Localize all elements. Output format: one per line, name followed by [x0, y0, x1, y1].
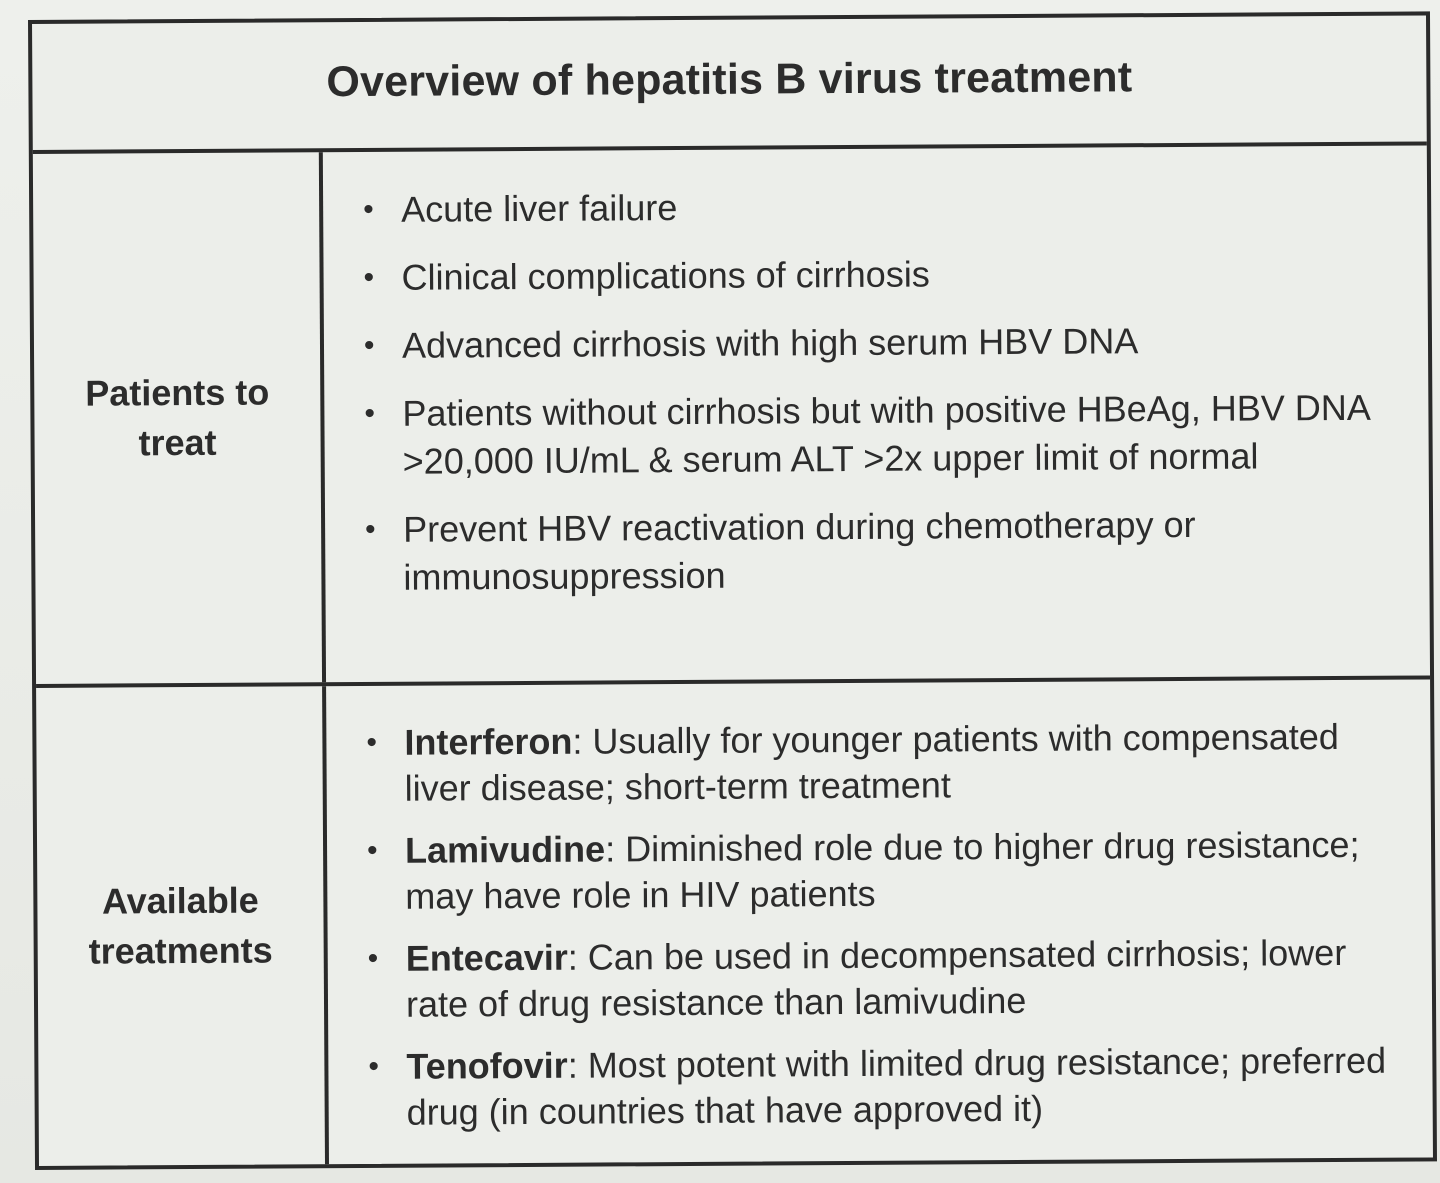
list-item [358, 316, 1398, 370]
available-treatments-label [36, 686, 329, 1166]
list-item [357, 248, 1397, 302]
bullet-icon: • [364, 396, 376, 430]
list-item [359, 500, 1400, 602]
patients-item-text: Acute liver failure [401, 187, 678, 230]
patients-item-text: Patients without cirrhosis but with positive HBeAg, HBV DNA >20,000 IU/mL & serum ALT >2x upper limit of normal [402, 386, 1369, 482]
drug-name: Interferon [404, 720, 573, 763]
bullet-icon: • [363, 328, 375, 362]
patients-item-text: Prevent HBV reactivation during chemotherapy or immunosuppression [402, 503, 1196, 598]
bullet-icon: • [363, 260, 375, 294]
drug-description: : Can be used in decompensated cirrhosis; lower rate of drug resistance than lamivudine [405, 931, 1347, 1025]
patients-to-treat-content [323, 145, 1430, 682]
list-item [357, 180, 1397, 234]
bullet-icon: • [366, 833, 378, 867]
drug-name: Entecavir [405, 936, 568, 979]
drug-description: : Usually for younger patients with compensated liver disease; short-term treatment [404, 716, 1339, 809]
patients-to-treat-row [33, 145, 1430, 688]
bullet-icon: • [366, 725, 378, 759]
drug-name: Lamivudine [404, 828, 606, 871]
available-treatments-row [36, 679, 1433, 1166]
bullet-icon: • [365, 512, 376, 546]
bullet-icon: • [367, 941, 379, 975]
drug-description: : Diminished role due to higher drug resistance; may have role in HIV patients [405, 823, 1360, 917]
available-treatments-content [326, 679, 1433, 1164]
patients-item-text: Clinical complications of cirrhosis [401, 253, 930, 298]
patients-list [357, 180, 1400, 602]
treatments-label-line1: Available [101, 879, 259, 922]
list-item [358, 384, 1399, 486]
patients-to-treat-label [33, 152, 326, 684]
treatments-list [360, 714, 1403, 1136]
bullet-icon: • [368, 1049, 380, 1083]
patients-label-line2: treat [138, 421, 217, 464]
treatment-overview-table [28, 11, 1437, 1170]
drug-name: Tenofovir [406, 1044, 568, 1087]
table-title: Overview of hepatitis B virus treatment [326, 52, 1133, 106]
list-item [361, 822, 1402, 920]
list-item [362, 1038, 1403, 1136]
patients-item-text: Advanced cirrhosis with high serum HBV DNA [401, 320, 1139, 366]
list-item [360, 714, 1401, 812]
patients-label-line1: Patients to [85, 371, 270, 414]
bullet-icon: • [363, 192, 374, 226]
drug-description: : Most potent with limited drug resistance; preferred drug (in countries that have approved it) [406, 1039, 1387, 1133]
table-title-row [32, 15, 1427, 154]
list-item [362, 930, 1403, 1028]
treatments-label-line2: treatments [88, 929, 273, 972]
